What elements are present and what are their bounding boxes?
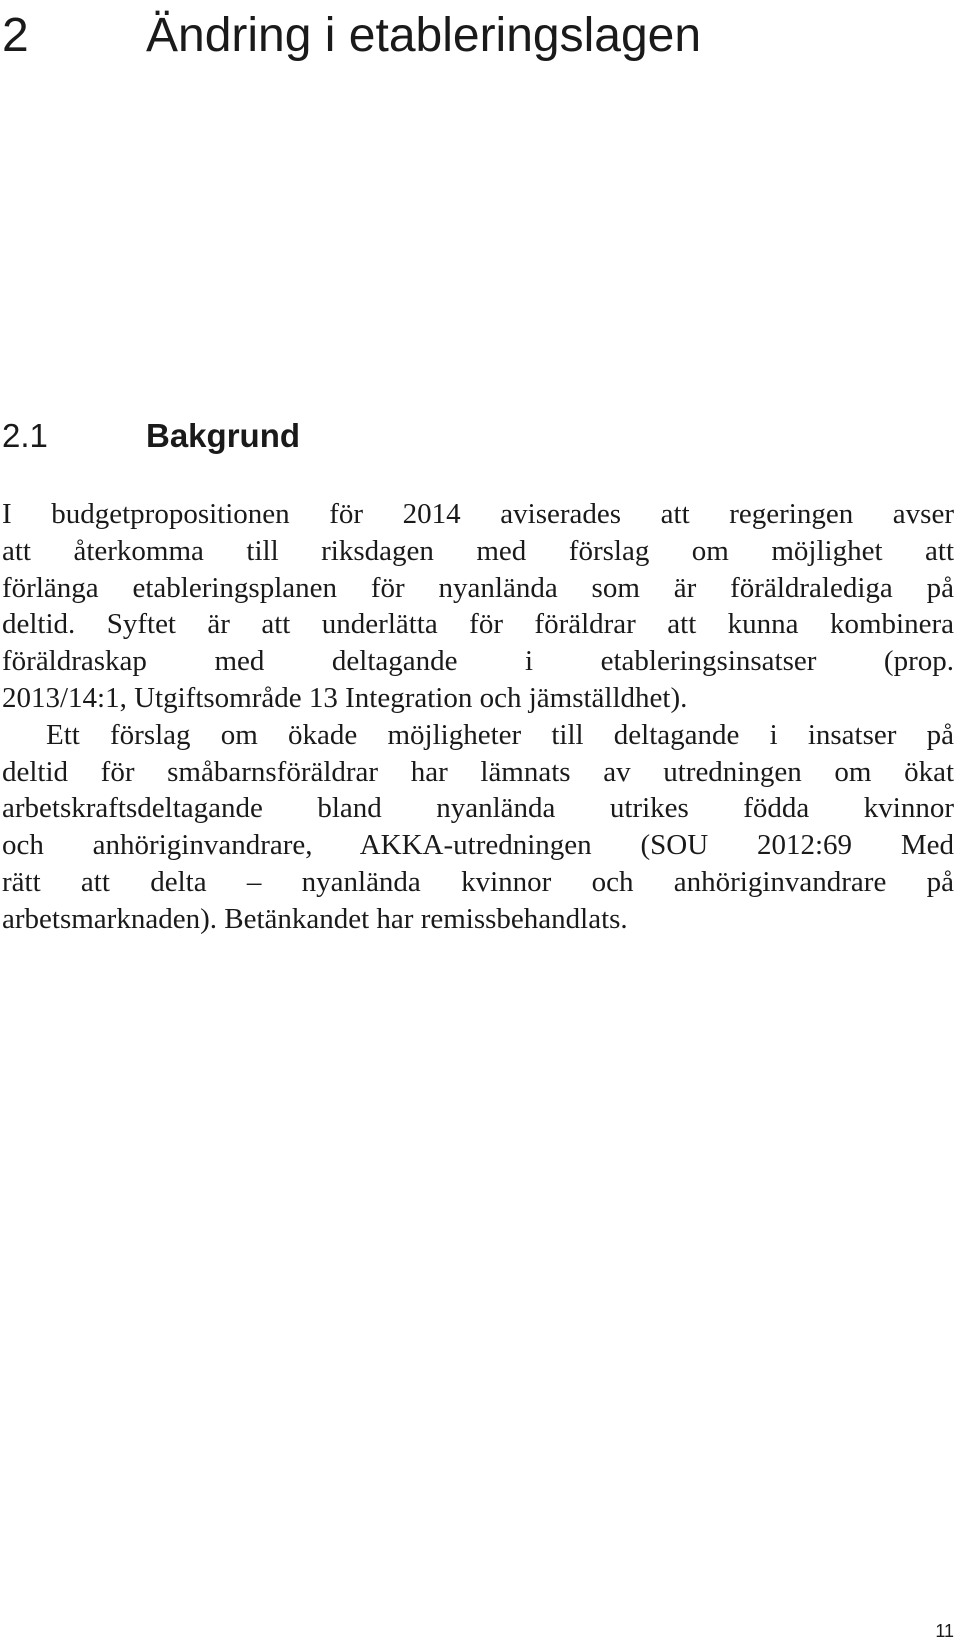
chapter-heading	[0, 0, 960, 80]
chapter-title: Ändring i etableringslagen	[146, 9, 702, 62]
text-line: I budgetpropositionen för 2014 aviserades att regeringen avser	[2, 498, 954, 530]
text-line: att återkomma till riksdagen med förslag om möjlighet att	[2, 534, 954, 567]
text-line: 2013/14:1, Utgiftsområde 13 Integration och jämställdhet).	[2, 681, 688, 714]
text-line: föräldraskap med deltagande i etableringsinsatser (prop.	[2, 645, 954, 678]
text-line: rätt att delta – nyanlända kvinnor och anhöriginvandrare på	[2, 865, 954, 898]
text-line: och anhöriginvandrare, AKKA-utredningen (SOU 2012:69 Med	[2, 829, 954, 862]
text-line: arbetskraftsdeltagande bland nyanlända utrikes födda kvinnor	[2, 792, 954, 825]
body-text	[2, 496, 954, 938]
section-number: 2.1	[2, 417, 48, 454]
text-line: förlänga etableringsplanen för nyanlända som är föräldralediga på	[2, 571, 954, 604]
section-heading	[0, 414, 960, 458]
text-line: deltid. Syftet är att underlätta för föräldrar att kunna kombinera	[2, 608, 954, 641]
text-line: arbetsmarknaden). Betänkandet har remissbehandlats.	[2, 902, 628, 935]
text-line: deltid för småbarnsföräldrar har lämnats av utredningen om ökat	[2, 755, 954, 788]
chapter-number: 2	[2, 9, 29, 62]
page-number: 11	[935, 1621, 954, 1641]
section-title: Bakgrund	[146, 417, 301, 454]
paragraph-1	[2, 496, 954, 717]
paragraph-2	[2, 717, 954, 938]
text-line: Ett förslag om ökade möjligheter till deltagande i insatser på	[46, 718, 954, 751]
